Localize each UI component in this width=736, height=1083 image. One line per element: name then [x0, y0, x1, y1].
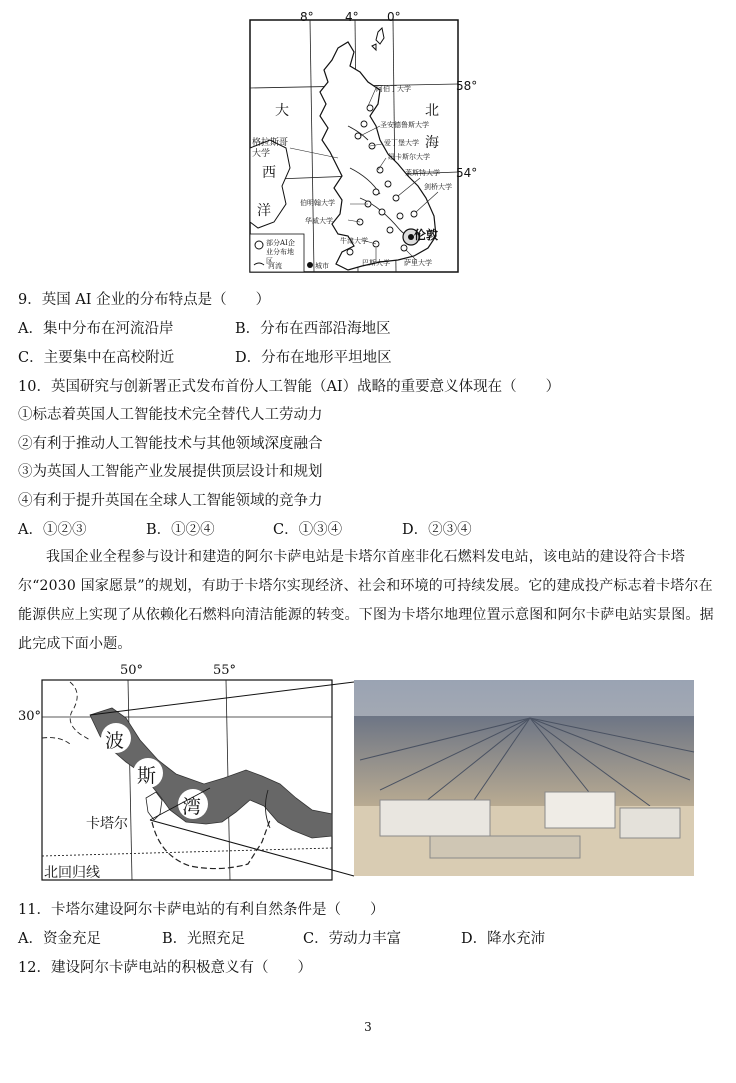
q9-option-c[interactable]: C．主要集中在高校附近 [18, 350, 175, 366]
q10-item-3: ③为英国人工智能产业发展提供顶层设计和规划 [18, 464, 323, 480]
q11-stem: 11．卡塔尔建设阿尔卡萨电站的有利自然条件是（ ） [18, 902, 385, 918]
gulf-lat-label-30: 30° [18, 709, 42, 724]
sea-label-da: 大 [275, 103, 289, 119]
q10-option-d[interactable]: D．②③④ [402, 522, 472, 538]
label-birmingham: 伯明翰大学 [300, 199, 335, 207]
q11-option-b[interactable]: B．光照充足 [162, 931, 246, 947]
q10-option-c[interactable]: C．①③④ [273, 522, 343, 538]
q10-item-1: ①标志着英国人工智能技术完全替代人工劳动力 [18, 407, 323, 423]
label-st-andrews: 圣安德鲁斯大学 [380, 121, 429, 129]
lat-label-54: 54° [456, 166, 478, 180]
gulf-lon-label-55: 55° [213, 663, 237, 678]
gulf-lon-label-50: 50° [120, 663, 144, 678]
q11-option-d[interactable]: D．降水充沛 [461, 931, 546, 947]
gulf-char-wan: 湾 [182, 796, 202, 818]
gulf-char-bo: 波 [105, 730, 125, 752]
qatar-passage: 我国企业全程参与设计和建造的阿尔卡萨电站是卡塔尔首座非化石燃料发电站，该电站的建设符合卡塔尔“2030 国家愿景”的规划，有助于卡塔尔实现经济、社会和环境的可持续发展。它的建成投产标志着卡塔尔在能源供应上实现了从依赖化石燃料向清洁能源的转变。下图为卡塔尔地理位置示意图和阿尔卡萨电站实景图。据此完成下面小题。 [18, 549, 714, 652]
q10-item-4: ④有利于提升英国在全球人工智能领域的竞争力 [18, 493, 323, 509]
q10-option-a[interactable]: A．①②③ [18, 522, 87, 538]
lat-label-58: 58° [456, 79, 478, 93]
q9-option-d[interactable]: D．分布在地形平坦地区 [235, 350, 392, 366]
lon-label-4: 4° [345, 10, 359, 24]
q9-option-a[interactable]: A．集中分布在河流沿岸 [18, 321, 174, 337]
sea-label-yang: 洋 [257, 203, 271, 219]
q12-stem: 12．建设阿尔卡萨电站的积极意义有（ ） [18, 960, 312, 976]
label-leicester: 莱斯特大学 [405, 169, 440, 177]
label-glasgow: 格拉斯哥大学 [252, 138, 289, 159]
lon-label-8: 8° [300, 10, 314, 24]
q9-option-b[interactable]: B．分布在西部沿海地区 [235, 321, 391, 337]
label-london: 伦敦 [414, 228, 439, 242]
sea-label-xi: 西 [262, 165, 276, 181]
label-warwick: 华威大学 [305, 217, 333, 225]
label-bath: 巴斯大学 [362, 259, 390, 267]
sea-label-bei: 北 [425, 103, 439, 119]
gulf-map [0, 660, 736, 885]
sea-label-hai: 海 [425, 135, 439, 151]
q11-option-c[interactable]: C．劳动力丰富 [303, 931, 402, 947]
label-newcastle: 纽卡斯尔大学 [388, 153, 430, 161]
q11-option-a[interactable]: A．资金充足 [18, 931, 101, 947]
label-surrey: 萨里大学 [404, 259, 432, 267]
q10-item-2: ②有利于推动人工智能技术与其他领域深度融合 [18, 436, 323, 452]
lon-label-0: 0° [387, 10, 401, 24]
label-qatar: 卡塔尔 [86, 816, 128, 832]
q9-stem: 9．英国 AI 企业的分布特点是（ ） [18, 292, 271, 308]
legend-city: 城市 [315, 262, 329, 270]
legend-river: 河流 [268, 262, 282, 270]
gulf-char-si: 斯 [137, 765, 157, 787]
label-tropic: 北回归线 [44, 865, 100, 881]
q10-stem: 10．英国研究与创新署正式发布首份人工智能（AI）战略的重要意义体现在（ ） [18, 379, 561, 395]
label-aberdeen: 阿伯丁大学 [376, 85, 411, 93]
q10-option-b[interactable]: B．①②④ [146, 522, 215, 538]
label-oxford: 牛津大学 [340, 237, 368, 245]
label-edinburgh: 爱丁堡大学 [384, 139, 419, 147]
label-cambridge: 剑桥大学 [424, 183, 452, 191]
legend-ai-area: 部分AI企业分布地区 [266, 239, 295, 265]
page-number: 3 [364, 1020, 372, 1034]
